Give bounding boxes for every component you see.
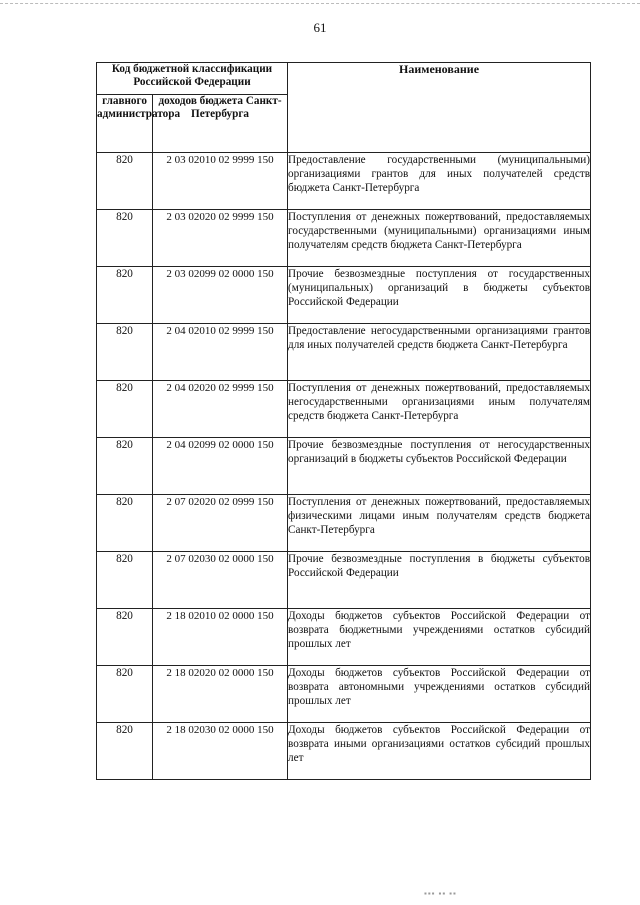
income-code-cell: 2 07 02020 02 0999 150 [153,495,288,552]
name-cell: Предоставление государственными (муниципальными) организациями грантов для иных получателей средств бюджета Санкт-Петербурга [288,153,591,210]
income-code-cell: 2 03 02010 02 9999 150 [153,153,288,210]
table-row [97,324,591,381]
table-body [97,153,591,780]
income-code-cell: 2 04 02010 02 9999 150 [153,324,288,381]
income-code-cell: 2 18 02010 02 0000 150 [153,609,288,666]
table-row [97,552,591,609]
income-code-cell: 2 18 02020 02 0000 150 [153,666,288,723]
name-cell: Доходы бюджетов субъектов Российской Федерации от возврата бюджетными учреждениями остатков субсидий прошлых лет [288,609,591,666]
name-cell: Предоставление негосударственными организациями грантов для иных получателей средств бюджета Санкт-Петербурга [288,324,591,381]
admin-code-cell: 820 [97,210,153,267]
name-cell: Доходы бюджетов субъектов Российской Федерации от возврата автономными учреждениями остатков субсидий прошлых лет [288,666,591,723]
name-cell: Доходы бюджетов субъектов Российской Федерации от возврата иными организациями остатков субсидий прошлых лет [288,723,591,780]
admin-code-cell: 820 [97,495,153,552]
admin-code-cell: 820 [97,609,153,666]
income-code-cell: 2 04 02099 02 0000 150 [153,438,288,495]
income-code-cell: 2 04 02020 02 9999 150 [153,381,288,438]
name-cell: Поступления от денежных пожертвований, предоставляемых негосударственными организациями иным получателям средств бюджета Санкт-Петербурга [288,381,591,438]
admin-code-cell: 820 [97,723,153,780]
name-cell: Прочие безвозмездные поступления от государственных (муниципальных) организаций в бюджеты субъектов Российской Федерации [288,267,591,324]
name-cell: Прочие безвозмездные поступления от негосударственных организаций в бюджеты субъектов Российской Федерации [288,438,591,495]
table-row [97,438,591,495]
income-code-cell: 2 03 02020 02 9999 150 [153,210,288,267]
table-row [97,723,591,780]
table-row [97,381,591,438]
table-row [97,267,591,324]
admin-code-cell: 820 [97,267,153,324]
header-code-group: Код бюджетной классификации Российской Федерации [97,63,288,95]
name-cell: Прочие безвозмездные поступления в бюджеты субъектов Российской Федерации [288,552,591,609]
table-row [97,210,591,267]
header-admin: главного администратора [97,95,153,153]
admin-code-cell: 820 [97,324,153,381]
table-row [97,609,591,666]
header-name: Наименование [288,63,591,153]
table-row [97,153,591,210]
admin-code-cell: 820 [97,153,153,210]
name-cell: Поступления от денежных пожертвований, предоставляемых государственными (муниципальными) организациями иным получателям средств бюджета Санкт-Петербурга [288,210,591,267]
income-code-cell: 2 07 02030 02 0000 150 [153,552,288,609]
table-row [97,666,591,723]
scan-footer-marks: ▪▪▪ ▪▪ ▪▪ [424,889,457,898]
page-number: 61 [313,20,327,35]
budget-classification-table [96,62,591,780]
admin-code-cell: 820 [97,666,153,723]
scan-edge-marks [0,0,640,4]
table-row [97,495,591,552]
name-cell: Поступления от денежных пожертвований, предоставляемых физическими лицами иным получателям средств бюджета Санкт-Петербурга [288,495,591,552]
header-income: доходов бюджета Санкт-Петербурга [153,95,288,153]
income-code-cell: 2 03 02099 02 0000 150 [153,267,288,324]
income-code-cell: 2 18 02030 02 0000 150 [153,723,288,780]
admin-code-cell: 820 [97,438,153,495]
admin-code-cell: 820 [97,381,153,438]
admin-code-cell: 820 [97,552,153,609]
